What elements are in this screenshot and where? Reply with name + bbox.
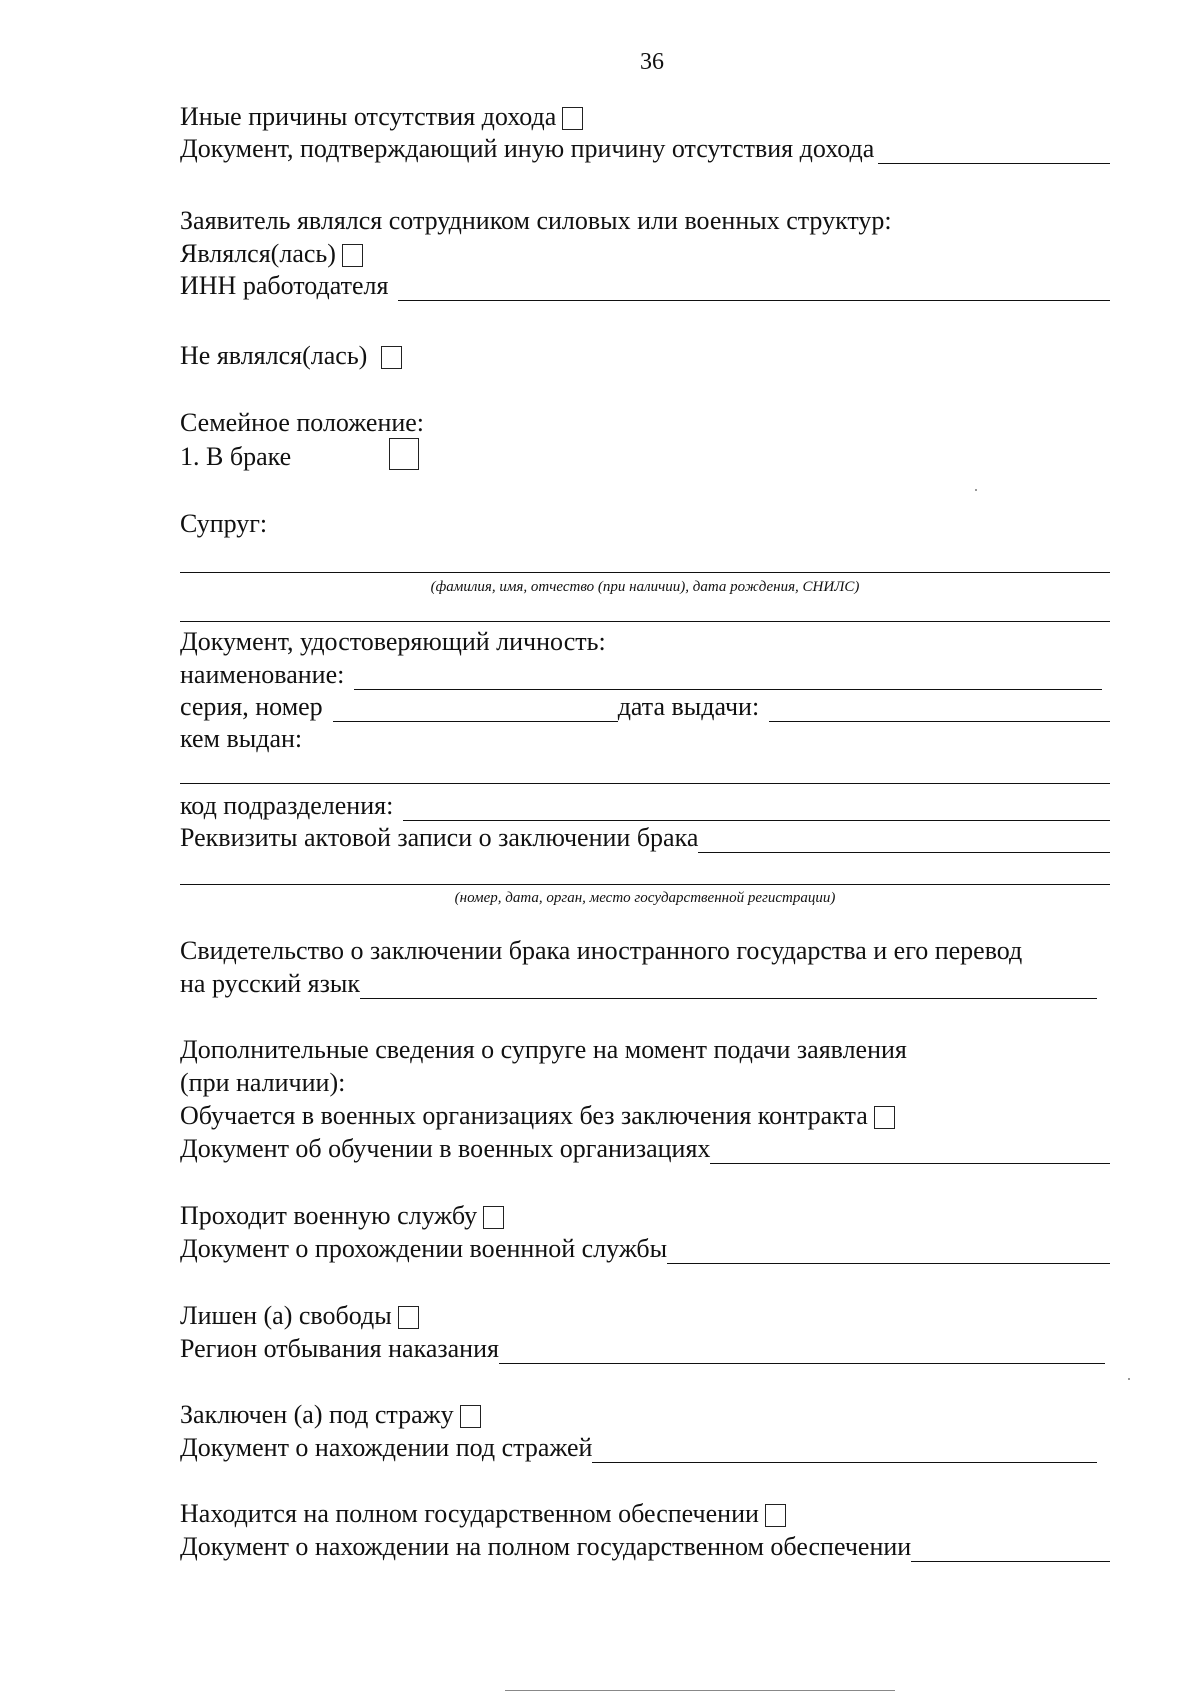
state-support-doc-label: Документ о нахождении на полном государственном обеспечении bbox=[180, 1532, 912, 1561]
issued-by-field[interactable] bbox=[180, 783, 1110, 784]
doc-name-field[interactable] bbox=[354, 665, 1102, 690]
additional-line-1: Дополнительные сведения о супруге на момент подачи заявления bbox=[180, 1035, 907, 1064]
was-checkbox[interactable] bbox=[342, 244, 363, 267]
foreign-cert-field[interactable] bbox=[360, 974, 1097, 999]
was-not-label: Не являлся(лась) bbox=[180, 341, 368, 370]
military-service-doc-field[interactable] bbox=[667, 1239, 1110, 1264]
marriage-record-field[interactable] bbox=[698, 828, 1110, 853]
was-row bbox=[180, 238, 363, 269]
spouse-field-2[interactable] bbox=[180, 621, 1110, 622]
employer-inn-row bbox=[180, 270, 1110, 301]
region-row bbox=[180, 1333, 1105, 1364]
security-question: Заявитель являлся сотрудником силовых или военных структур: bbox=[180, 206, 892, 235]
scan-speck bbox=[975, 489, 977, 491]
custody-row bbox=[180, 1399, 481, 1430]
married-label: 1. В браке bbox=[180, 441, 292, 471]
additional-line-2: (при наличии): bbox=[180, 1068, 346, 1097]
name-label: наименование: bbox=[180, 660, 345, 689]
military-study-doc-row bbox=[180, 1133, 1110, 1164]
state-support-label: Находится на полном государственном обеспечении bbox=[180, 1499, 759, 1528]
spouse-field[interactable] bbox=[180, 572, 1110, 573]
marital-status: Семейное положение: bbox=[180, 408, 425, 437]
foreign-cert-line-2: на русский язык bbox=[180, 969, 360, 998]
military-study-row bbox=[180, 1100, 895, 1131]
imprisoned-checkbox[interactable] bbox=[398, 1306, 419, 1329]
military-study-doc-field[interactable] bbox=[710, 1139, 1110, 1164]
state-support-doc-field[interactable] bbox=[911, 1537, 1110, 1562]
married-row bbox=[180, 440, 419, 472]
other-reasons-row bbox=[180, 101, 583, 132]
series-row bbox=[180, 691, 1110, 722]
custody-label: Заключен (а) под стражу bbox=[180, 1400, 454, 1429]
marriage-record-label: Реквизиты актовой записи о заключении брака bbox=[180, 823, 699, 852]
married-checkbox[interactable] bbox=[389, 438, 419, 470]
imprisoned-row bbox=[180, 1300, 419, 1331]
foreign-cert-row bbox=[180, 968, 1097, 999]
other-reason-doc-field[interactable] bbox=[878, 139, 1110, 164]
scan-speck bbox=[1128, 1378, 1130, 1380]
military-study-label: Обучается в военных организациях без заключения контракта bbox=[180, 1101, 868, 1130]
was-not-checkbox[interactable] bbox=[381, 346, 402, 369]
division-code-field[interactable] bbox=[403, 796, 1110, 821]
military-study-checkbox[interactable] bbox=[874, 1106, 895, 1129]
military-service-doc-row bbox=[180, 1233, 1110, 1264]
issued-by-label: кем выдан: bbox=[180, 724, 303, 753]
other-reasons-checkbox[interactable] bbox=[562, 107, 583, 130]
was-label: Являлся(лась) bbox=[180, 239, 336, 268]
military-service-checkbox[interactable] bbox=[483, 1206, 504, 1229]
series-number-label: серия, номер bbox=[180, 692, 323, 721]
spouse-caption: (фамилия, имя, отчество (при наличии), дата рождения, СНИЛС) bbox=[430, 579, 860, 595]
marriage-record-field-2[interactable] bbox=[180, 884, 1110, 885]
other-reason-doc-row bbox=[180, 133, 1110, 164]
custody-doc-label: Документ о нахождении под стражей bbox=[180, 1433, 593, 1462]
military-study-doc-label: Документ об обучении в военных организациях bbox=[180, 1134, 711, 1163]
bottom-edge-line bbox=[505, 1690, 895, 1691]
was-not-row bbox=[180, 340, 402, 371]
id-doc-label: Документ, удостоверяющий личность: bbox=[180, 627, 606, 656]
other-reasons-label: Иные причины отсутствия дохода bbox=[180, 102, 557, 131]
custody-checkbox[interactable] bbox=[460, 1405, 481, 1428]
series-number-field[interactable] bbox=[333, 697, 618, 722]
military-service-doc-label: Документ о прохождении военнной службы bbox=[180, 1234, 668, 1263]
spouse-label: Супруг: bbox=[180, 509, 268, 538]
state-support-doc-row bbox=[180, 1531, 1110, 1562]
region-label: Регион отбывания наказания bbox=[180, 1334, 499, 1363]
state-support-checkbox[interactable] bbox=[765, 1504, 786, 1527]
employer-inn-field[interactable] bbox=[398, 276, 1110, 301]
employer-inn-label: ИНН работодателя bbox=[180, 271, 389, 300]
custody-doc-row bbox=[180, 1432, 1097, 1463]
military-service-label: Проходит военную службу bbox=[180, 1201, 478, 1230]
division-code-label: код подразделения: bbox=[180, 791, 394, 820]
other-reason-doc-label: Документ, подтверждающий иную причину отсутствия дохода bbox=[180, 134, 875, 163]
region-field[interactable] bbox=[499, 1339, 1105, 1364]
state-support-row bbox=[180, 1498, 786, 1529]
issue-date-label: дата выдачи: bbox=[617, 692, 760, 721]
foreign-cert-line-1: Свидетельство о заключении брака иностранного государства и его перевод bbox=[180, 936, 1023, 965]
marriage-record-row bbox=[180, 822, 1110, 853]
military-service-row bbox=[180, 1200, 504, 1231]
name-row bbox=[180, 659, 1102, 690]
custody-doc-field[interactable] bbox=[592, 1438, 1097, 1463]
division-row bbox=[180, 790, 1110, 821]
issue-date-field[interactable] bbox=[769, 697, 1110, 722]
imprisoned-label: Лишен (а) свободы bbox=[180, 1301, 392, 1330]
marriage-record-caption: (номер, дата, орган, место государственной регистрации) bbox=[454, 890, 836, 906]
page-number: 36 bbox=[640, 49, 664, 75]
